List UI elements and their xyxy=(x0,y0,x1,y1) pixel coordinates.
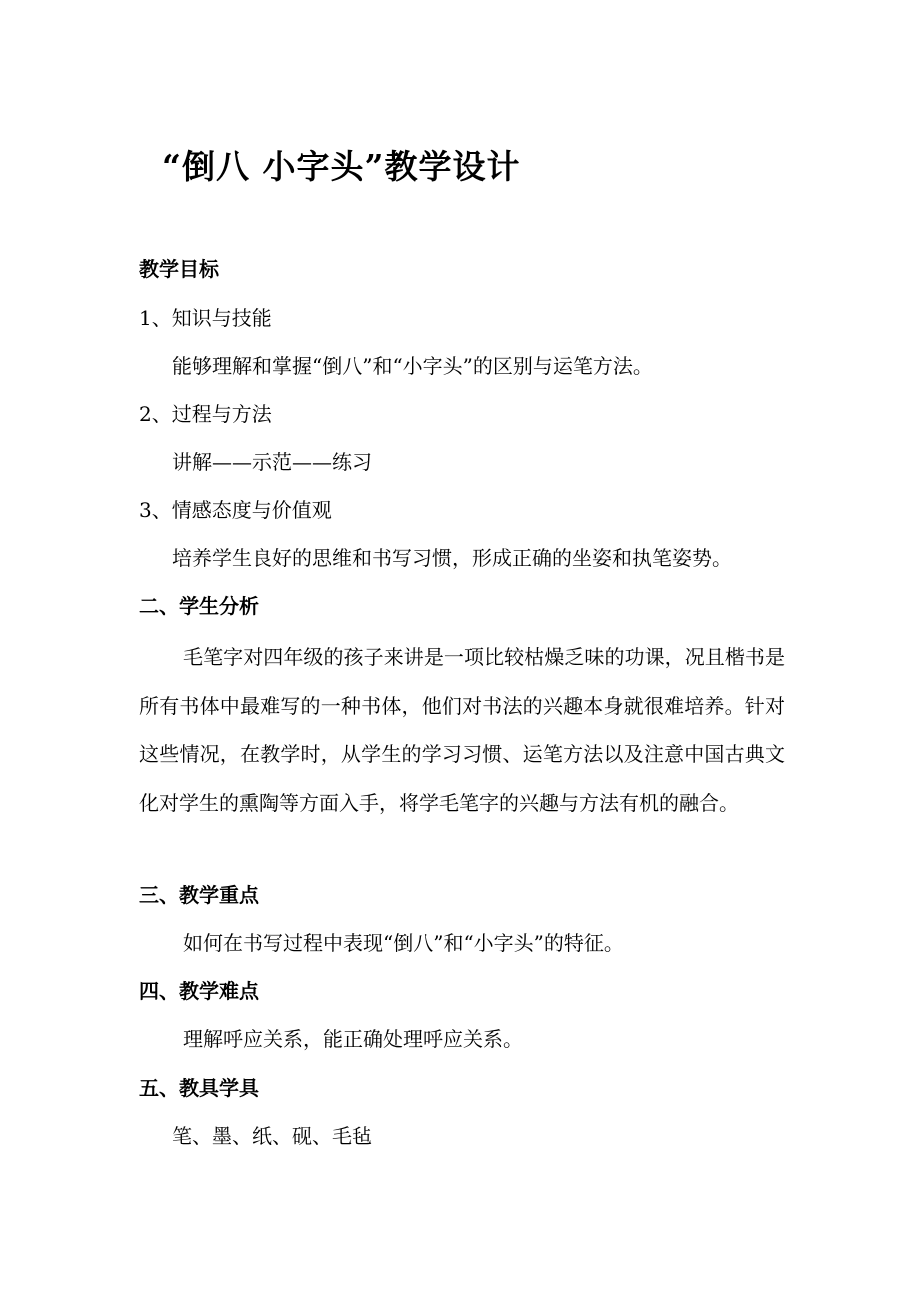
student-analysis-heading: 二、学生分析 xyxy=(139,594,259,618)
document-title: “倒八 小字头”教学设计 xyxy=(162,147,521,186)
objectives-heading: 教学目标 xyxy=(139,257,219,281)
difficulties-heading: 四、教学难点 xyxy=(139,979,259,1003)
key-points-text: 如何在书写过程中表现“倒八”和“小字头”的特征。 xyxy=(183,931,624,955)
difficulties-text: 理解呼应关系，能正确处理呼应关系。 xyxy=(183,1027,523,1051)
student-analysis-paragraph: 毛笔字对四年级的孩子来讲是一项比较枯燥乏味的功课，况且楷书是所有书体中最难写的一种书体，他们对书法的兴趣本身就很难培养。针对这些情况，在教学时，从学生的学习习惯、运笔方法以及注意中国古典文化对学生的熏陶等方面入手，将学毛笔字的兴趣与方法有机的融合。 xyxy=(139,645,785,815)
tools-heading: 五、教具学具 xyxy=(139,1076,259,1100)
objective-2-label: 2、过程与方法 xyxy=(139,402,272,426)
objective-1-text: 能够理解和掌握“倒八”和“小字头”的区别与运笔方法。 xyxy=(172,354,653,378)
objective-1-label: 1、知识与技能 xyxy=(139,306,272,330)
objective-2-text: 讲解——示范——练习 xyxy=(172,450,372,474)
objective-3-text: 培养学生良好的思维和书写习惯，形成正确的坐姿和执笔姿势。 xyxy=(172,546,732,570)
objective-3-label: 3、情感态度与价值观 xyxy=(139,498,332,522)
key-points-heading: 三、教学重点 xyxy=(139,883,259,907)
tools-text: 笔、墨、纸、砚、毛毡 xyxy=(172,1124,372,1148)
